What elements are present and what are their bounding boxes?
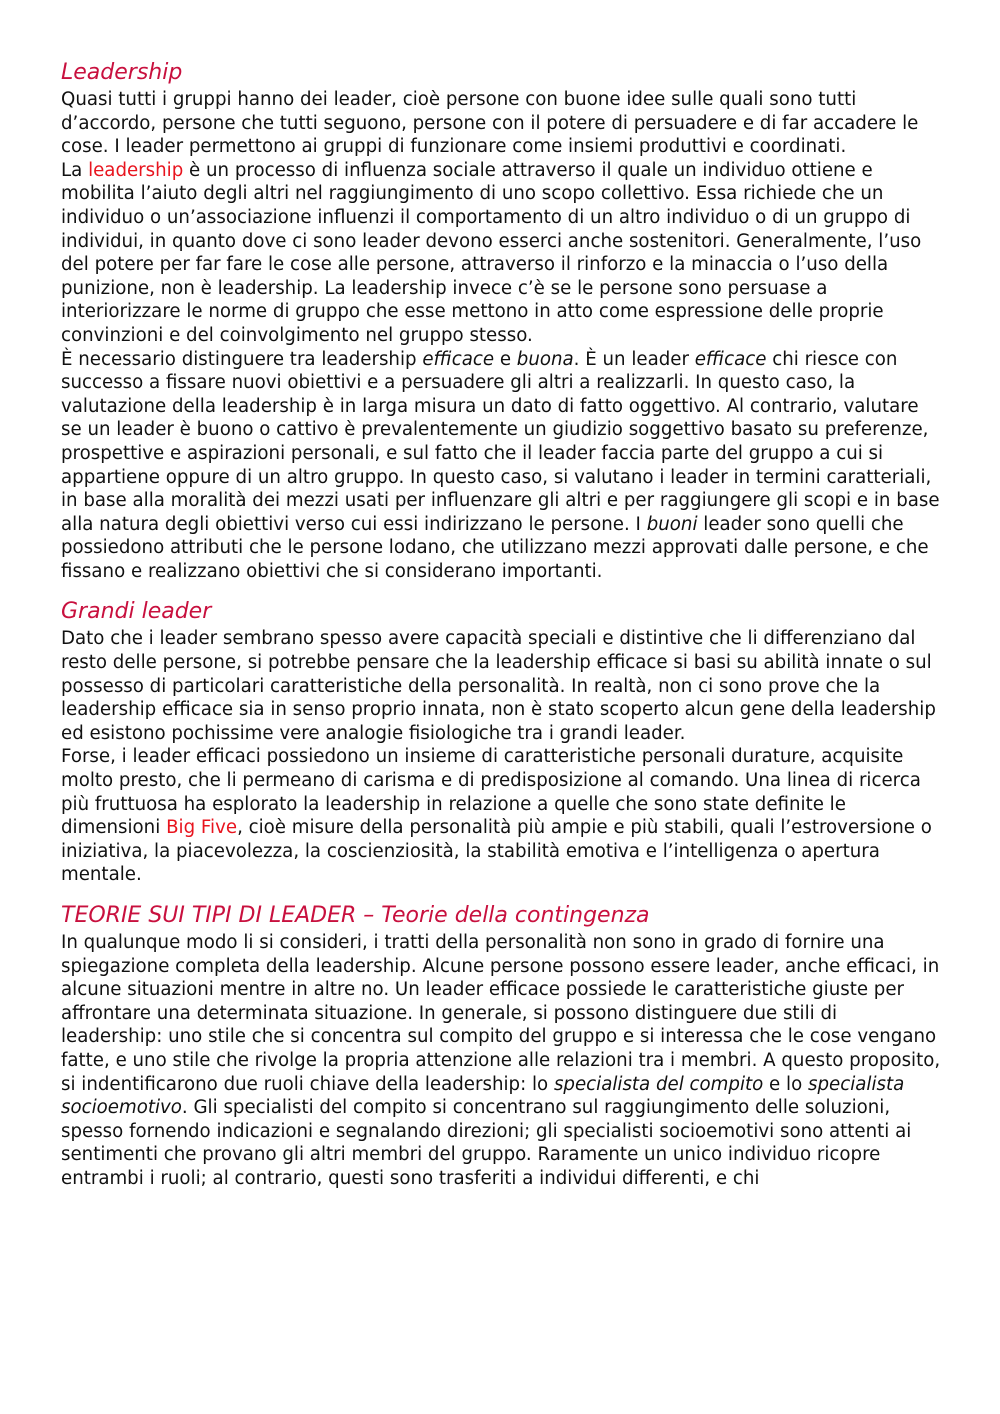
section-heading: Grandi leader bbox=[61, 599, 212, 625]
section-heading: Leadership bbox=[61, 60, 183, 85]
italic-term: efficace bbox=[694, 348, 767, 370]
italic-term: specialista del compito bbox=[553, 1073, 764, 1095]
paragraph bbox=[61, 159, 941, 348]
section-leadership bbox=[61, 58, 941, 583]
text-run: è un processo di influenza sociale attraverso il quale un individuo ottiene e mobilita l’aiuto degli altri nel raggiungimento di uno scopo collettivo. Essa richiede che un individuo o un’associazione influenzi il comportamento di un altro individuo o di un gruppo di individui, in quanto dove ci sono leader devono esserci anche sostenitori. Generalmente, l’uso del potere per far fare le cose alle persone, attraverso il rinforzo e la minaccia o l’uso della punizione, non è leadership. La leadership invece c’è se le persone sono persuase a interiorizzare le norme di gruppo che esse mettono in atto come espressione delle proprie convinzioni e del coinvolgimento nel gruppo stesso. bbox=[61, 159, 922, 346]
document-page bbox=[61, 58, 941, 1205]
italic-term: buona bbox=[516, 348, 574, 370]
section-teorie-tipi-leader bbox=[61, 901, 941, 1191]
text-run: È necessario distinguere tra leadership bbox=[61, 348, 423, 370]
paragraph bbox=[61, 931, 941, 1191]
text-run: e lo bbox=[763, 1073, 808, 1095]
text-run: chi riesce con successo a fissare nuovi obiettivi e a persuadere gli altri a realizzarli. In questo caso, la valutazione della leadership è in larga misura un dato di fatto oggettivo. Al contrario, valutare se un leader è buono o cattivo è prevalentemente un giudizio soggettivo basato su preferenze, prospettive e aspirazioni personali, e sul fatto che il leader faccia parte del gruppo a cui si appartiene oppure di un altro gruppo. In questo caso, si valutano i leader in termini caratteriali, in base alla moralità dei mezzi usati per influenzare gli altri e per raggiungere gli scopi e in base alla natura degli obiettivi verso cui essi indirizzano le persone. I bbox=[61, 348, 940, 535]
text-run: In qualunque modo li si consideri, i tratti della personalità non sono in grado di fornire una spiegazione completa della leadership. Alcune persone possono essere leader, anche efficaci, in alcune situazioni mentre in altre no. Un leader efficace possiede le caratteristiche giuste per affrontare una determinata situazione. In generale, si possono distinguere due stili di leadership: uno stile che si concentra sul compito del gruppo e si interessa che le cose vengano fatte, e uno stile che rivolge la propria attenzione alle relazioni tra i membri. A questo proposito, si indentificarono due ruoli chiave della leadership: lo bbox=[61, 932, 941, 1095]
paragraph: Quasi tutti i gruppi hanno dei leader, cioè persone con buone idee sulle quali sono tutti d’accordo, persone che tutti seguono, persone con il potere di persuadere e di far accadere le cose. I leader permettono ai gruppi di funzionare come insiemi produttivi e coordinati. bbox=[61, 89, 919, 158]
text-run: leader sono quelli che possiedono attributi che le persone lodano, che utilizzano mezzi approvati dalle persone, e che fissano e realizzano obiettivi che si considerano importanti. bbox=[61, 513, 929, 582]
section-grandi-leader bbox=[61, 597, 941, 887]
text-run: . È un leader bbox=[573, 348, 695, 370]
paragraph bbox=[61, 745, 941, 887]
text-run: e bbox=[494, 348, 517, 370]
paragraph bbox=[61, 348, 941, 584]
paragraph: Dato che i leader sembrano spesso avere capacità speciali e distintive che li differenziano dal resto delle persone, si potrebbe pensare che la leadership efficace si basi su abilità innate o sul possesso di particolari caratteristiche della personalità. In realtà, non ci sono prove che la leadership efficace sia in senso proprio innata, non è stato scoperto alcun gene della leadership ed esistono pochissime vere analogie fisiologiche tra i grandi leader. bbox=[61, 628, 936, 744]
text-run: , cioè misure della personalità più ampie e più stabili, quali l’estroversione o iniziativa, la piacevolezza, la coscienziosità, la stabilità emotiva e l’intelligenza o apertura mentale. bbox=[61, 817, 932, 886]
section-heading: TEORIE SUI TIPI DI LEADER – Teorie della contingenza bbox=[61, 903, 650, 928]
text-run: Forse, i leader efficaci possiedono un insieme di caratteristiche personali durature, acquisite molto presto, che li permeano di carisma e di predisposizione al comando. Una linea di ricerca più fruttuosa ha esplorato la leadership in relazione a quelle che sono state definite le dimensioni bbox=[61, 746, 921, 839]
text-run: . Gli specialisti del compito si concentrano sul raggiungimento delle soluzioni, spesso fornendo indicazioni e segnalando direzioni; gli specialisti socioemotivi sono attenti ai sentimenti che provano gli altri membri del gruppo. Raramente un unico individuo ricopre entrambi i ruoli; al contrario, questi sono trasferiti a individui differenti, e chi bbox=[61, 1097, 912, 1189]
italic-term: buoni bbox=[646, 513, 698, 535]
italic-term: specialista socioemotivo bbox=[61, 1073, 905, 1119]
highlighted-term: leadership bbox=[88, 159, 184, 181]
italic-term: efficace bbox=[422, 348, 495, 370]
text-run: La bbox=[61, 159, 89, 181]
highlighted-term: Big Five bbox=[166, 817, 238, 839]
